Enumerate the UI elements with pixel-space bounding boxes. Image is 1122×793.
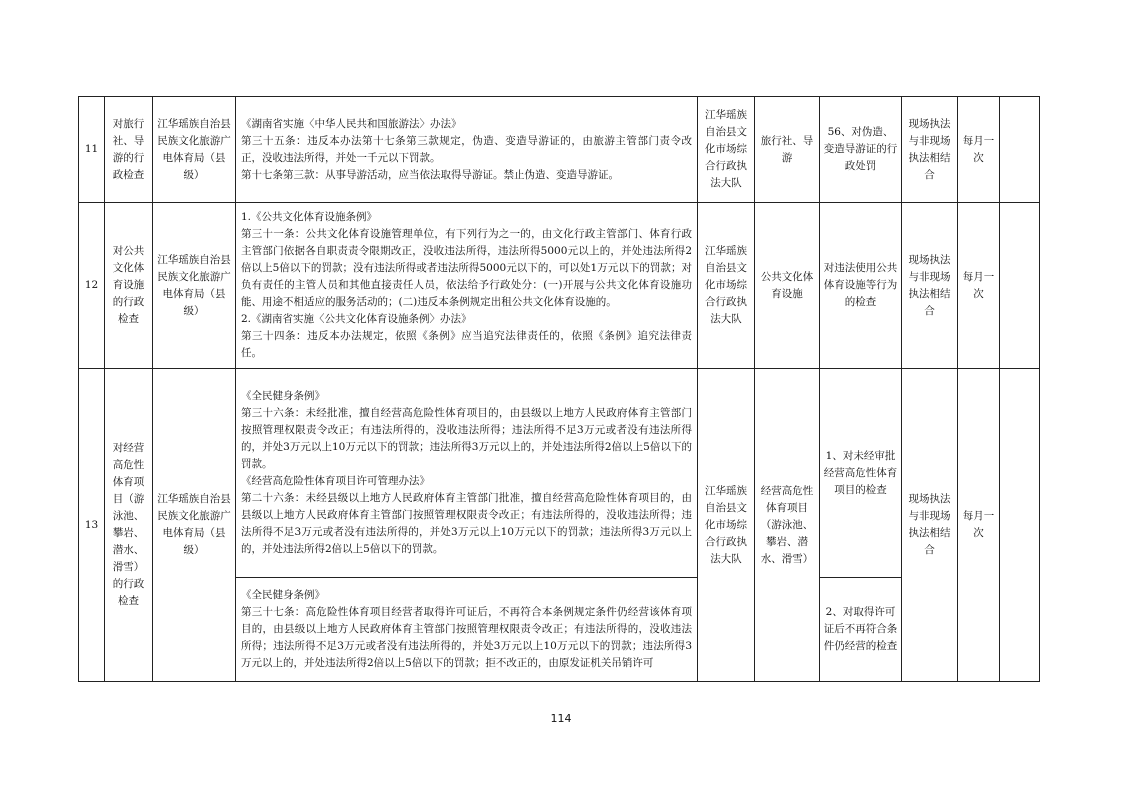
legal-basis-line: 1.《公共文化体育设施条例》	[241, 211, 378, 223]
inspection-subject: 江华瑶族自治县民族文化旅游广电体育局（县级）	[153, 203, 236, 369]
page-number: 114	[550, 712, 572, 725]
inspection-target: 经营高危性体育项目（游泳池、攀岩、潜水、滑雪）	[755, 369, 820, 682]
table-row	[79, 369, 1040, 578]
inspection-subject: 江华瑶族自治县民族文化旅游广电体育局（县级）	[153, 97, 236, 203]
inspection-content: 1、对未经审批经营高危性体育项目的检查	[820, 369, 902, 578]
inspection-content: 56、对伪造、变造导游证的行政处罚	[820, 97, 902, 203]
row-number: 13	[79, 369, 105, 682]
inspection-method: 现场执法与非现场执法相结合	[902, 369, 958, 682]
inspection-item: 对公共文化体育设施的行政检查	[105, 203, 153, 369]
inspection-frequency: 每月一次	[958, 97, 1000, 203]
inspection-item: 对旅行社、导游的行政检查	[105, 97, 153, 203]
legal-basis-line: 《经营高危险性体育项目许可管理办法》	[241, 475, 430, 487]
inspection-method: 现场执法与非现场执法相结合	[902, 97, 958, 203]
table-row	[79, 97, 1040, 203]
row-number: 12	[79, 203, 105, 369]
remarks	[1000, 97, 1040, 203]
inspection-content: 2、对取得许可证后不再符合条件仍经营的检查	[820, 578, 902, 682]
remarks	[1000, 203, 1040, 369]
legal-basis	[236, 97, 698, 203]
inspection-frequency: 每月一次	[958, 203, 1000, 369]
legal-basis-line: 第三十六条：未经批准，擅自经营高危险性体育项目的，由县级以上地方人民政府体育主管部门按照管理权限责令改正；有违法所得的，没收违法所得；违法所得不足3万元或者没有违法所得的，并处3万元以上10万元以下的罚款；违法所得3万元以上的，并处违法所得2倍以上5倍以下的罚款。	[241, 407, 692, 470]
legal-basis-line: 第十七条第三款：从事导游活动，应当依法取得导游证。禁止伪造、变造导游证。	[241, 168, 619, 181]
legal-basis-line: 《全民健身条例》	[241, 390, 325, 402]
legal-basis	[236, 578, 698, 682]
legal-basis-line: 第三十一条：公共文化体育设施管理单位，有下列行为之一的，由文化行政主管部门、体育行政主管部门依据各自职责责令限期改正，没收违法所得，违法所得5000元以上的，并处违法所得2倍以上5倍以下的罚款；没有违法所得或者违法所得5000元以下的，可以处1万元以下的罚款；对负有责任的主管人员和其他直接责任人员，依法给予行政处分：(一)开展与公共文化体育设施功能、用途不相适应的服务活动的；(二)违反本条例规定出租公共文化体育设施的。	[241, 228, 692, 308]
table-row	[79, 203, 1040, 369]
inspection-target: 公共文化体育设施	[755, 203, 820, 369]
inspection-target: 旅行社、导游	[755, 97, 820, 203]
enforcement-unit: 江华瑶族自治县文化市场综合行政执法大队	[698, 369, 755, 682]
legal-basis-line: 第二十六条：未经县级以上地方人民政府体育主管部门批准，擅自经营高危险性体育项目的，由县级以上地方人民政府体育主管部门按照管理权限责令改正；有违法所得的，没收违法所得；违法所得不足3万元或者没有违法所得的，并处3万元以上10万元以下的罚款；违法所得3万元以上的，并处违法所得2倍以上5倍以下的罚款。	[241, 492, 692, 555]
inspection-method: 现场执法与非现场执法相结合	[902, 203, 958, 369]
inspection-frequency: 每月一次	[958, 369, 1000, 682]
legal-basis-line: 第三十五条：违反本办法第十七条第三款规定，伪造、变造导游证的，由旅游主管部门责令改正，没收违法所得，并处一千元以下罚款。	[241, 134, 692, 164]
inspection-content: 对违法使用公共体育设施等行为的检查	[820, 203, 902, 369]
legal-basis-line: 第三十四条：违反本办法规定，依照《条例》应当追究法律责任的，依照《条例》追究法律责任。	[241, 330, 692, 359]
legal-basis-line: 第三十七条：高危险性体育项目经营者取得许可证后，不再符合本条例规定条件仍经营该体育项目的，由县级以上地方人民政府体育主管部门按照管理权限责令改正；有违法所得的，没收违法所得；违法所得不足3万元或者没有违法所得的，并处3万元以上10万元以下的罚款；违法所得3万元以上的，并处违法所得2倍以上5倍以下的罚款；拒不改正的，由原发证机关吊销许可	[241, 606, 692, 669]
legal-basis	[236, 369, 698, 578]
row-number: 11	[79, 97, 105, 203]
inspection-item: 对经营高危性体育项目（游泳池、攀岩、潜水、滑雪）的行政检查	[105, 369, 153, 682]
inspection-subject: 江华瑶族自治县民族文化旅游广电体育局（县级）	[153, 369, 236, 682]
legal-basis-line: 《全民健身条例》	[241, 589, 325, 601]
legal-basis	[236, 203, 698, 369]
legal-basis-line: 《湖南省实施〈中华人民共和国旅游法〉办法》	[241, 117, 462, 130]
legal-basis-line: 2.《湖南省实施〈公共文化体育设施条例〉办法》	[241, 313, 472, 325]
enforcement-unit: 江华瑶族自治县文化市场综合行政执法大队	[698, 97, 755, 203]
enforcement-table	[78, 96, 1040, 682]
enforcement-unit: 江华瑶族自治县文化市场综合行政执法大队	[698, 203, 755, 369]
remarks	[1000, 369, 1040, 682]
